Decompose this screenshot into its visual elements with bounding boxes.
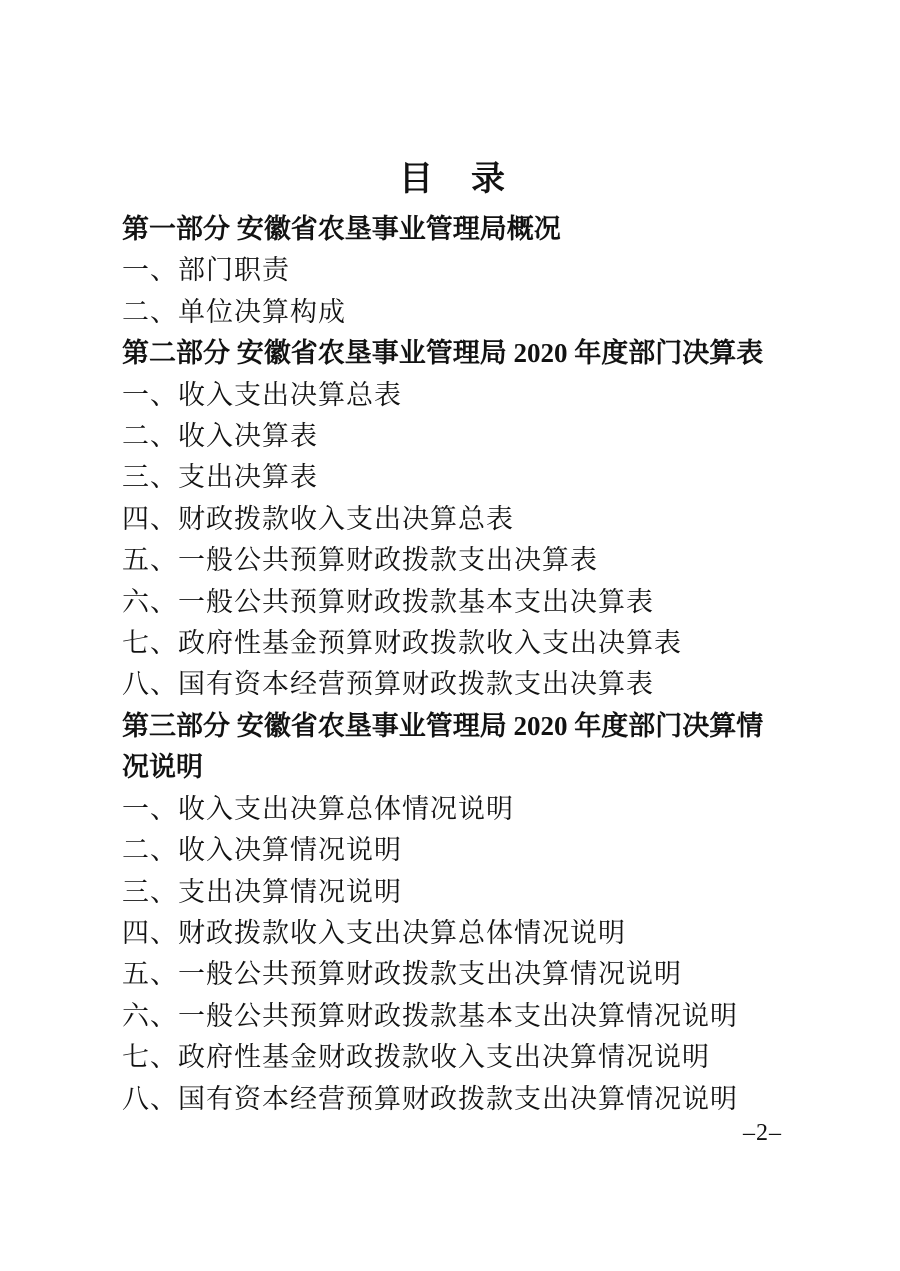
toc-item-s3-2: 二、收入决算情况说明 xyxy=(122,835,402,866)
toc-item-s2-6: 六、一般公共预算财政拨款基本支出决算表 xyxy=(122,586,654,617)
toc-item-s2-5: 五、一般公共预算财政拨款支出决算表 xyxy=(122,545,598,576)
toc-item-s3-1: 一、收入支出决算总体情况说明 xyxy=(122,793,514,824)
toc-item-s2-8: 八、国有资本经营预算财政拨款支出决算表 xyxy=(122,669,654,700)
toc-section-3-heading: 第三部分 安徽省农垦事业管理局 2020 年度部门决算情况说明 xyxy=(122,710,764,783)
toc-item-s2-4: 四、财政拨款收入支出决算总表 xyxy=(122,503,514,534)
toc-item-s3-3: 三、支出决算情况说明 xyxy=(122,876,402,907)
toc-section-1-heading: 第一部分 安徽省农垦事业管理局概况 xyxy=(122,214,561,244)
toc-item-s2-7: 七、政府性基金预算财政拨款收入支出决算表 xyxy=(122,628,682,659)
toc-item-s2-2: 二、收入决算表 xyxy=(122,421,318,452)
toc-item-s3-6: 六、一般公共预算财政拨款基本支出决算情况说明 xyxy=(122,1000,738,1031)
page-title: 目 录 xyxy=(399,161,507,198)
toc-content xyxy=(122,158,784,1120)
toc-item-s3-4: 四、财政拨款收入支出决算总体情况说明 xyxy=(122,917,626,948)
toc-item-s3-5: 五、一般公共预算财政拨款支出决算情况说明 xyxy=(122,959,682,990)
toc-item-s3-8: 八、国有资本经营预算财政拨款支出决算情况说明 xyxy=(122,1083,738,1114)
toc-item-s1-2: 二、单位决算构成 xyxy=(122,296,346,327)
toc-item-s1-1: 一、部门职责 xyxy=(122,255,290,286)
toc-item-s2-1: 一、收入支出决算总表 xyxy=(122,379,402,410)
toc-item-s3-7: 七、政府性基金财政拨款收入支出决算情况说明 xyxy=(122,1042,710,1073)
page-number: –2– xyxy=(743,1120,782,1146)
toc-section-2-heading: 第二部分 安徽省农垦事业管理局 2020 年度部门决算表 xyxy=(122,338,764,369)
toc-item-s2-3: 三、支出决算表 xyxy=(122,462,318,493)
